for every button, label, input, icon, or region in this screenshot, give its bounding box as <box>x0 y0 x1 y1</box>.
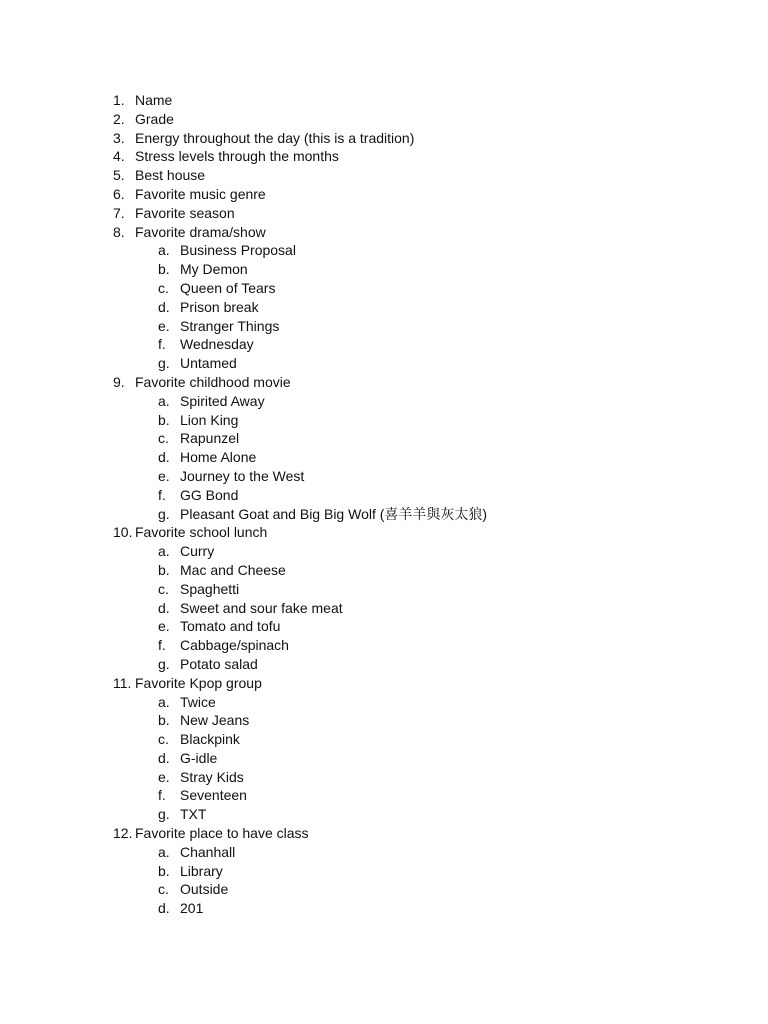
sub-option-letter: d. <box>158 749 170 766</box>
sub-option-letter: b. <box>158 712 170 729</box>
sub-option-label: Blackpink <box>180 731 240 748</box>
sub-option-letter: g. <box>158 505 170 522</box>
sub-option-letter: g. <box>158 806 170 823</box>
item-label: Favorite season <box>135 204 235 221</box>
item-label: Name <box>135 92 173 108</box>
item-number: 6. <box>113 185 125 202</box>
item-number: 12. <box>113 825 133 842</box>
item-number: 11. <box>113 674 132 691</box>
sub-option-letter: e. <box>158 317 170 334</box>
sub-option-label: Prison break <box>180 298 259 315</box>
sub-option-letter: a. <box>158 392 170 409</box>
sub-option-letter: d. <box>158 298 170 315</box>
item-number: 4. <box>113 148 125 165</box>
sub-option-label: Lion King <box>180 411 239 428</box>
sub-option-letter: f. <box>158 637 166 654</box>
sub-option-label: Stray Kids <box>180 768 244 785</box>
sub-option-label: Sweet and sour fake meat <box>180 599 343 616</box>
item-label: Favorite school lunch <box>135 524 268 541</box>
sub-option-label: Potato salad <box>180 655 258 672</box>
item-number: 10. <box>113 524 133 541</box>
sub-option-letter: d. <box>158 449 170 466</box>
sub-option-label: Library <box>180 862 223 879</box>
sub-option-label: Pleasant Goat and Big Big Wolf (喜羊羊與灰太狼) <box>180 505 488 522</box>
sub-option-letter: d. <box>158 900 170 917</box>
sub-option-letter: a. <box>158 242 170 259</box>
item-label: Grade <box>135 110 174 127</box>
sub-option-letter: a. <box>158 693 170 710</box>
sub-option-letter: b. <box>158 411 170 428</box>
sub-option-label: Curry <box>180 543 215 560</box>
sub-option-letter: f. <box>158 787 166 804</box>
sub-option-label: Mac and Cheese <box>180 561 286 578</box>
sub-option-letter: b. <box>158 862 170 879</box>
sub-option-letter: e. <box>158 768 170 785</box>
sub-option-label: Spirited Away <box>180 392 265 409</box>
sub-option-letter: c. <box>158 580 169 597</box>
sub-option-letter: c. <box>158 731 169 748</box>
sub-option-letter: g. <box>158 355 170 372</box>
item-label: Favorite childhood movie <box>135 373 291 390</box>
sub-option-letter: f. <box>158 336 166 353</box>
sub-option-label: Twice <box>180 693 216 710</box>
sub-option-letter: e. <box>158 467 170 484</box>
sub-option-label: Journey to the West <box>180 467 305 484</box>
sub-option-label: My Demon <box>180 261 248 278</box>
sub-option-letter: c. <box>158 279 169 296</box>
sub-option-label: Stranger Things <box>180 317 280 334</box>
sub-option-label: 201 <box>180 900 204 917</box>
sub-option-label: Cabbage/spinach <box>180 637 289 654</box>
item-number: 9. <box>113 373 125 390</box>
item-label: Favorite drama/show <box>135 223 266 240</box>
sub-option-letter: c. <box>158 430 169 447</box>
sub-option-letter: b. <box>158 561 170 578</box>
sub-option-label: Tomato and tofu <box>180 618 281 635</box>
item-number: 2. <box>113 110 125 127</box>
sub-option-label: Chanhall <box>180 843 236 860</box>
sub-option-label: Business Proposal <box>180 242 296 259</box>
sub-option-letter: a. <box>158 543 170 560</box>
sub-option-label: Home Alone <box>180 449 257 466</box>
item-number: 1. <box>113 92 125 108</box>
item-number: 8. <box>113 223 125 240</box>
sub-option-label: Seventeen <box>180 787 247 804</box>
sub-option-letter: b. <box>158 261 170 278</box>
sub-option-label: Outside <box>180 881 229 898</box>
item-label: Favorite place to have class <box>135 825 309 842</box>
sub-option-label: New Jeans <box>180 712 250 729</box>
sub-option-label: Queen of Tears <box>180 279 276 296</box>
sub-option-label: Spaghetti <box>180 580 240 597</box>
sub-option-label: Rapunzel <box>180 430 240 447</box>
sub-option-letter: c. <box>158 881 169 898</box>
item-label: Best house <box>135 167 206 184</box>
item-number: 5. <box>113 167 125 184</box>
sub-option-label: Untamed <box>180 355 237 372</box>
sub-option-letter: a. <box>158 843 170 860</box>
sub-option-letter: e. <box>158 618 170 635</box>
item-label: Stress levels through the months <box>135 148 339 165</box>
sub-option-letter: g. <box>158 655 170 672</box>
sub-option-label: G-idle <box>180 749 218 766</box>
sub-option-label: TXT <box>180 806 207 823</box>
sub-option-letter: d. <box>158 599 170 616</box>
sub-option-letter: f. <box>158 486 166 503</box>
sub-option-label: Wednesday <box>180 336 254 353</box>
item-number: 3. <box>113 129 125 146</box>
sub-option-label: GG Bond <box>180 486 239 503</box>
item-label: Favorite music genre <box>135 185 266 202</box>
item-label: Energy throughout the day (this is a tradition) <box>135 129 415 146</box>
item-label: Favorite Kpop group <box>135 674 262 691</box>
item-number: 7. <box>113 204 125 221</box>
